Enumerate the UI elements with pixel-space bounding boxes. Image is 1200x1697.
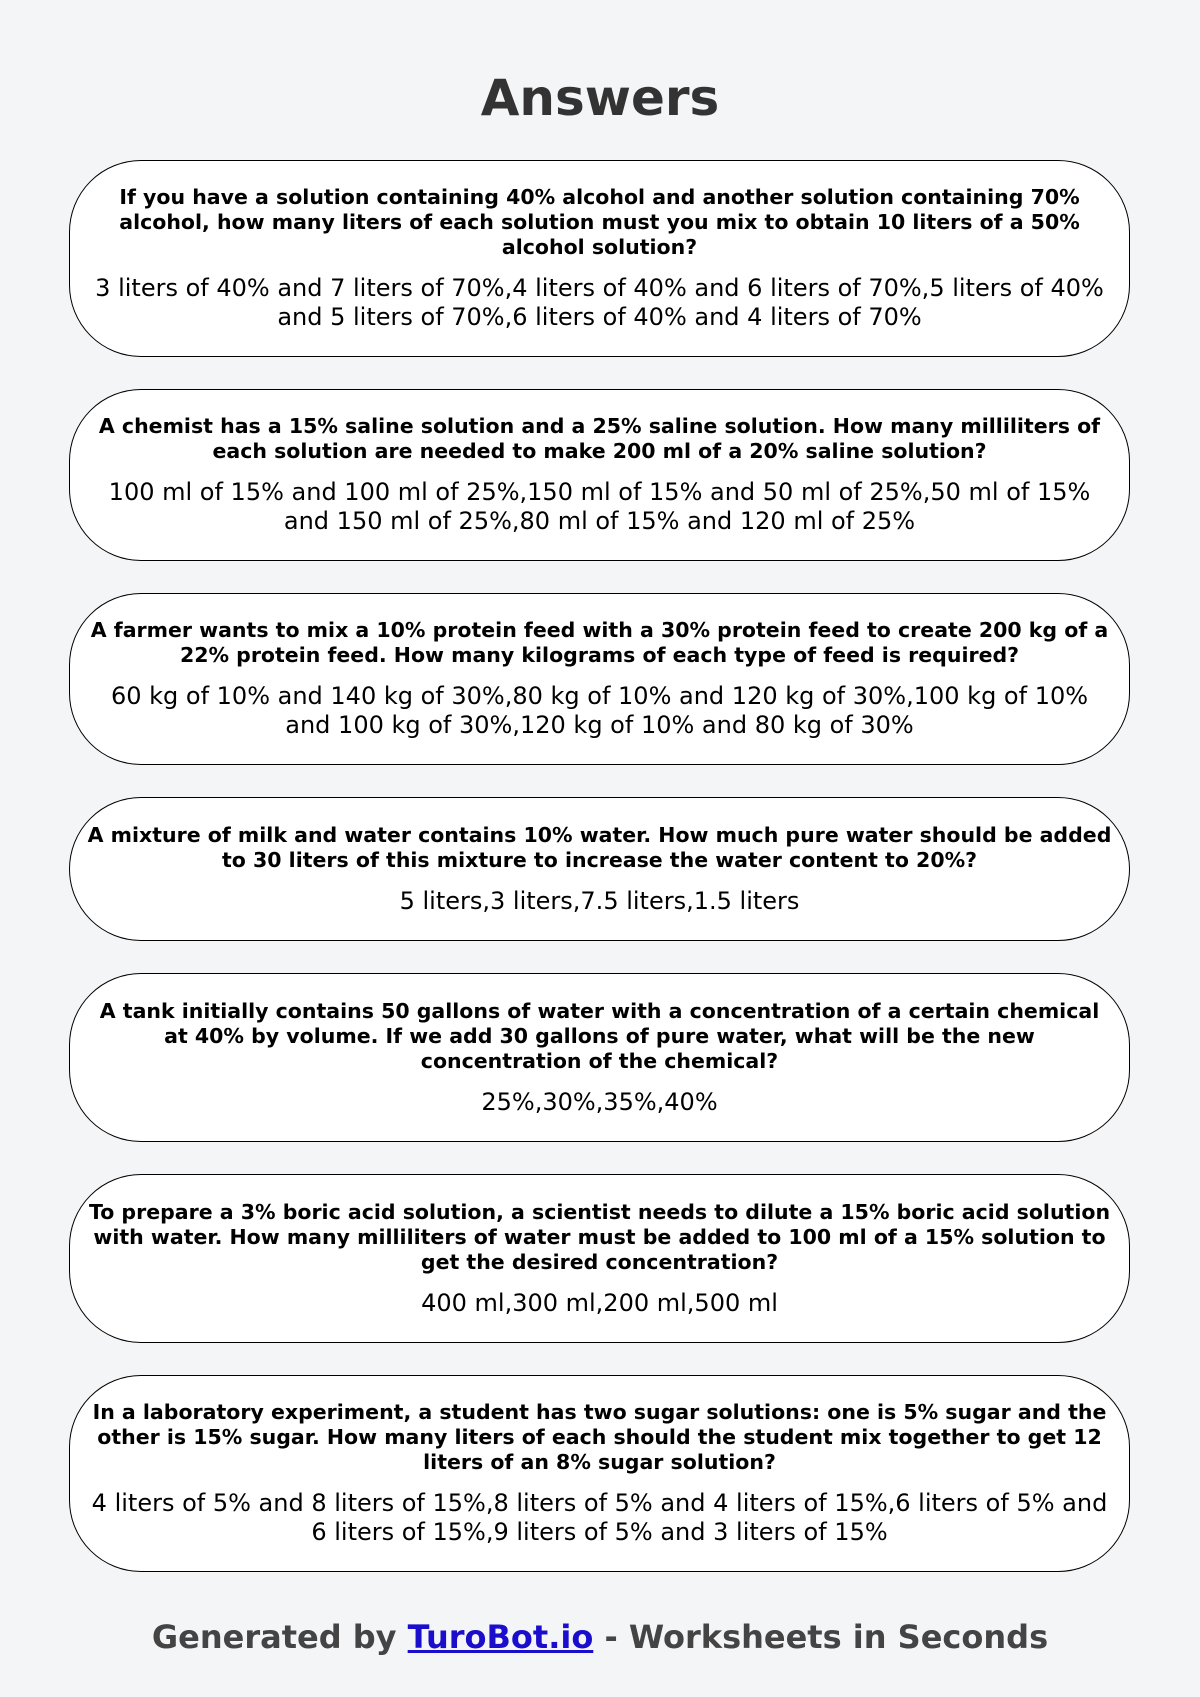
answer-text: 25%,30%,35%,40% bbox=[481, 1087, 718, 1116]
question-text: A tank initially contains 50 gallons of water with a concentration of a certain chemical at 40% by volume. If we add 30 gallons of pure water, what will be the new concentration of the chemical? bbox=[99, 998, 1100, 1073]
answer-text: 400 ml,300 ml,200 ml,500 ml bbox=[421, 1288, 778, 1317]
footer bbox=[0, 1617, 1200, 1657]
question-text: In a laboratory experiment, a student has two sugar solutions: one is 5% sugar and the other is 15% sugar. How many liters of each should the student mix together to get 12 liters of an 8% sugar solution? bbox=[92, 1400, 1107, 1474]
footer-prefix: Generated by bbox=[151, 1618, 408, 1656]
footer-suffix: - Worksheets in Seconds bbox=[593, 1618, 1049, 1656]
answer-text: 3 liters of 40% and 7 liters of 70%,4 liters of 40% and 6 liters of 70%,5 liters of 40% and 5 liters of 70%,6 liters of 40% and 4 liters of 70% bbox=[95, 274, 1104, 331]
answer-card bbox=[69, 593, 1130, 765]
answer-card bbox=[69, 1375, 1130, 1572]
question-text: A mixture of milk and water contains 10% water. How much pure water should be added to 30 liters of this mixture to increase the water content to 20%? bbox=[87, 822, 1112, 872]
question-text: A chemist has a 15% saline solution and a 25% saline solution. How many milliliters of each solution are needed to make 200 ml of a 20% saline solution? bbox=[98, 414, 1101, 463]
question-text: If you have a solution containing 40% alcohol and another solution containing 70% alcohol, how many liters of each solution must you mix to obtain 10 liters of a 50% alcohol solution? bbox=[119, 185, 1080, 259]
answer-card bbox=[69, 389, 1130, 561]
page-title: Answers bbox=[480, 69, 720, 127]
answer-card bbox=[69, 160, 1130, 357]
answer-text: 60 kg of 10% and 140 kg of 30%,80 kg of 10% and 120 kg of 30%,100 kg of 10% and 100 kg of 30%,120 kg of 10% and 80 kg of 30% bbox=[110, 682, 1089, 739]
answer-card bbox=[69, 797, 1130, 941]
question-text: A farmer wants to mix a 10% protein feed with a 30% protein feed to create 200 kg of a 22% protein feed. How many kilograms of each type of feed is required? bbox=[90, 618, 1109, 667]
answer-card bbox=[69, 973, 1130, 1142]
answer-text: 100 ml of 15% and 100 ml of 25%,150 ml of 15% and 50 ml of 25%,50 ml of 15% and 150 ml of 25%,80 ml of 15% and 120 ml of 25% bbox=[108, 478, 1091, 535]
question-text: To prepare a 3% boric acid solution, a scientist needs to dilute a 15% boric acid solution with water. How many milliliters of water must be added to 100 ml of a 15% solution to get the desired concentration? bbox=[88, 1199, 1111, 1274]
turobot-link[interactable]: TuroBot.io bbox=[407, 1618, 594, 1656]
answer-text: 4 liters of 5% and 8 liters of 15%,8 liters of 5% and 4 liters of 15%,6 liters of 5% and 6 liters of 15%,9 liters of 5% and 3 liters of 15% bbox=[91, 1489, 1108, 1546]
answer-card bbox=[69, 1174, 1130, 1343]
answer-text: 5 liters,3 liters,7.5 liters,1.5 liters bbox=[399, 886, 800, 915]
